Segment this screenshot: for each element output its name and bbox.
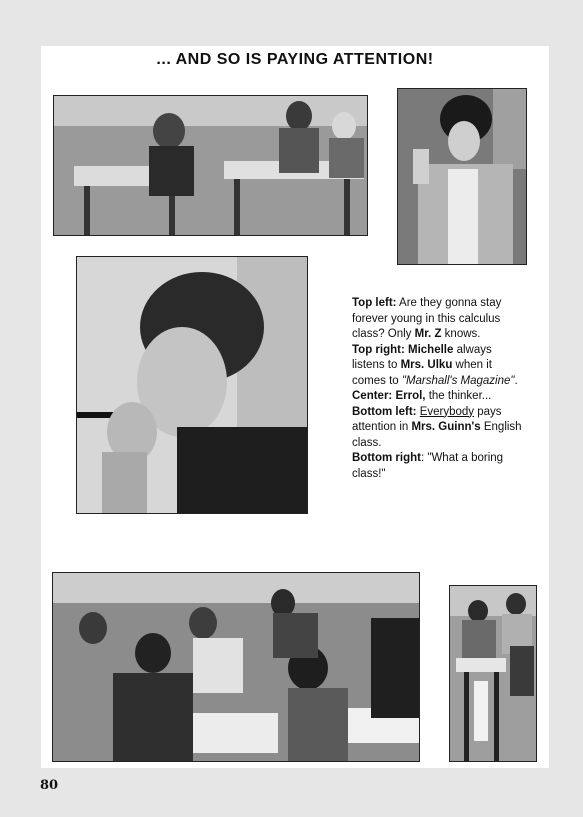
caption-label: Top left:: [352, 297, 397, 309]
caption-text: "Marshall's Magazine": [401, 374, 515, 387]
caption-text: Mr. Z: [414, 328, 442, 340]
caption-text: Mrs. Ulku: [400, 359, 453, 371]
caption-entry: [352, 389, 522, 405]
photo-bottom-right-boring-class: [449, 585, 537, 762]
caption-label: Top right:: [352, 343, 405, 356]
page-number: 80: [40, 778, 59, 793]
caption-label: Bottom right: [352, 452, 421, 464]
caption-text: Everybody: [419, 405, 475, 418]
caption-text: Michelle: [408, 343, 454, 356]
english-class-photo-graphic: [53, 573, 419, 761]
photo-center-errol: [76, 256, 308, 514]
photo-captions: [352, 296, 522, 482]
caption-text: : "What a boring class!": [352, 452, 504, 480]
caption-text: Are they gonna stay forever young in this calculus class? Only: [352, 297, 502, 340]
photo-bottom-left-english-class: [52, 572, 420, 762]
yearbook-page: [41, 46, 549, 768]
classroom-photo-graphic: [54, 96, 367, 235]
page-heading: ... AND SO IS PAYING ATTENTION!: [156, 51, 434, 68]
caption-text: Errol,: [395, 390, 426, 402]
thinker-portrait-graphic: [77, 257, 307, 513]
caption-text: pays attention in: [352, 405, 502, 433]
caption-text: Mrs. Guinn's: [411, 421, 481, 433]
caption-entry: [352, 405, 522, 452]
caption-text: always listens to: [352, 343, 492, 371]
caption-text: when it comes to: [352, 359, 492, 387]
student-portrait-graphic: [398, 89, 526, 264]
caption-label: Bottom left:: [352, 405, 417, 418]
photo-top-right-michelle: [397, 88, 527, 265]
caption-text: the thinker...: [425, 390, 492, 402]
caption-entry: [352, 451, 522, 482]
caption-text: English class.: [352, 421, 522, 449]
bored-students-photo-graphic: [450, 586, 536, 761]
caption-text: knows.: [441, 328, 481, 340]
caption-label: Center:: [352, 390, 393, 402]
caption-entry: [352, 343, 522, 390]
caption-text: .: [514, 374, 518, 387]
caption-entry: [352, 296, 522, 343]
photo-top-left-classroom: [53, 95, 368, 236]
